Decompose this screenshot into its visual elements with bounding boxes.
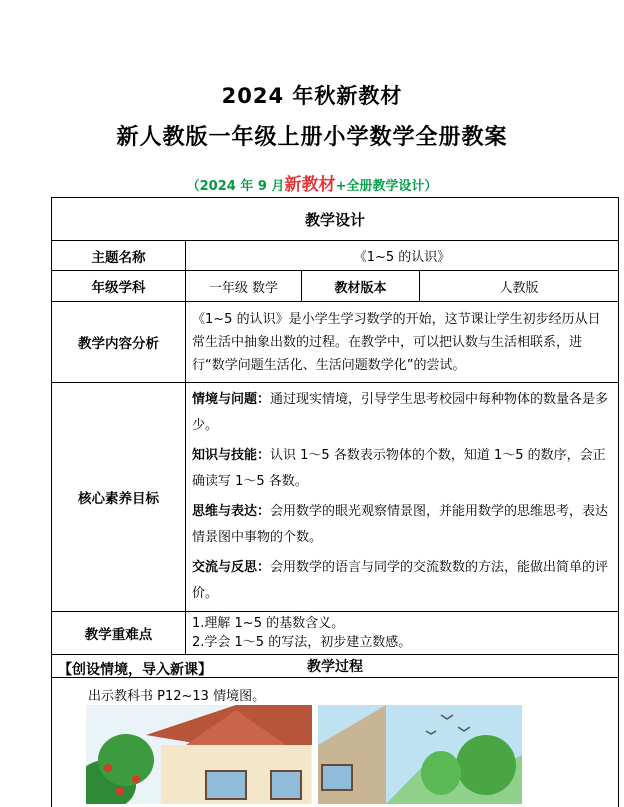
difficulty-label: 教学重难点 [52,612,186,655]
goal-title: 情境与问题： [192,392,271,407]
grade-value: 一年级 数学 [186,271,302,302]
goal-text: 会用数学的语言与同学的交流数数的方法，能做出简单的评价。 [192,560,609,601]
goals-label: 核心素养目标 [52,383,186,612]
goal-item [192,443,612,495]
process-section-title: 【创设情境，导入新课】 [58,662,212,678]
process-title: 教学过程 [52,655,619,678]
topic-value: 《1~5 的认识》 [186,241,619,271]
goal-title: 知识与技能： [192,448,271,463]
scene-image [86,705,522,804]
goal-item [192,499,612,551]
analysis-text: 《1~5 的认识》是小学生学习数学的开始，这节课让学生初步经历从日常生活中抽象出数的过程。在教学中，可以把认数与生活相联系，进行“数学问题生活化、生活问题数学化”的尝试。 [186,302,619,383]
lesson-design-table [51,197,619,678]
goal-text: 会用数学的眼光观察情景图，并能用数学的思维思考，表达情景图中事物的个数。 [192,504,609,545]
difficulty-item: 1.理解 1~5 的基数含义。 [192,616,345,631]
table-section-title: 教学设计 [52,198,619,241]
goals-list [186,383,619,612]
goal-item [192,555,612,607]
grade-label: 年级学科 [52,271,186,302]
difficulty-list [186,612,619,655]
tagline-open: （2024 年 9 月 [186,179,285,194]
goal-item [192,387,612,439]
process-intro: 出示教科书 P12~13 情境图。 [88,689,266,704]
goal-title: 思维与表达： [192,504,271,519]
goal-text: 通过现实情境，引导学生思考校园中每种物体的数量各是多少。 [192,392,609,433]
document-subtitle: 新人教版一年级上册小学数学全册教案 [116,125,508,150]
tagline-close: +全册教学设计） [335,179,438,194]
goal-title: 交流与反思： [192,560,271,575]
tagline-highlight: 新教材 [284,175,336,195]
document-title: 2024 年秋新教材 [221,84,403,108]
textbook-value: 人教版 [420,271,619,302]
topic-label: 主题名称 [52,241,186,271]
document-tagline [0,170,624,195]
scene-illustration [86,705,522,804]
textbook-label: 教材版本 [302,271,420,302]
difficulty-item: 2.学会 1～5 的写法，初步建立数感。 [192,635,412,650]
goal-text: 认识 1～5 各数表示物体的个数，知道 1～5 的数序，会正确读写 1～5 各数。 [192,448,606,489]
analysis-label: 教学内容分析 [52,302,186,383]
